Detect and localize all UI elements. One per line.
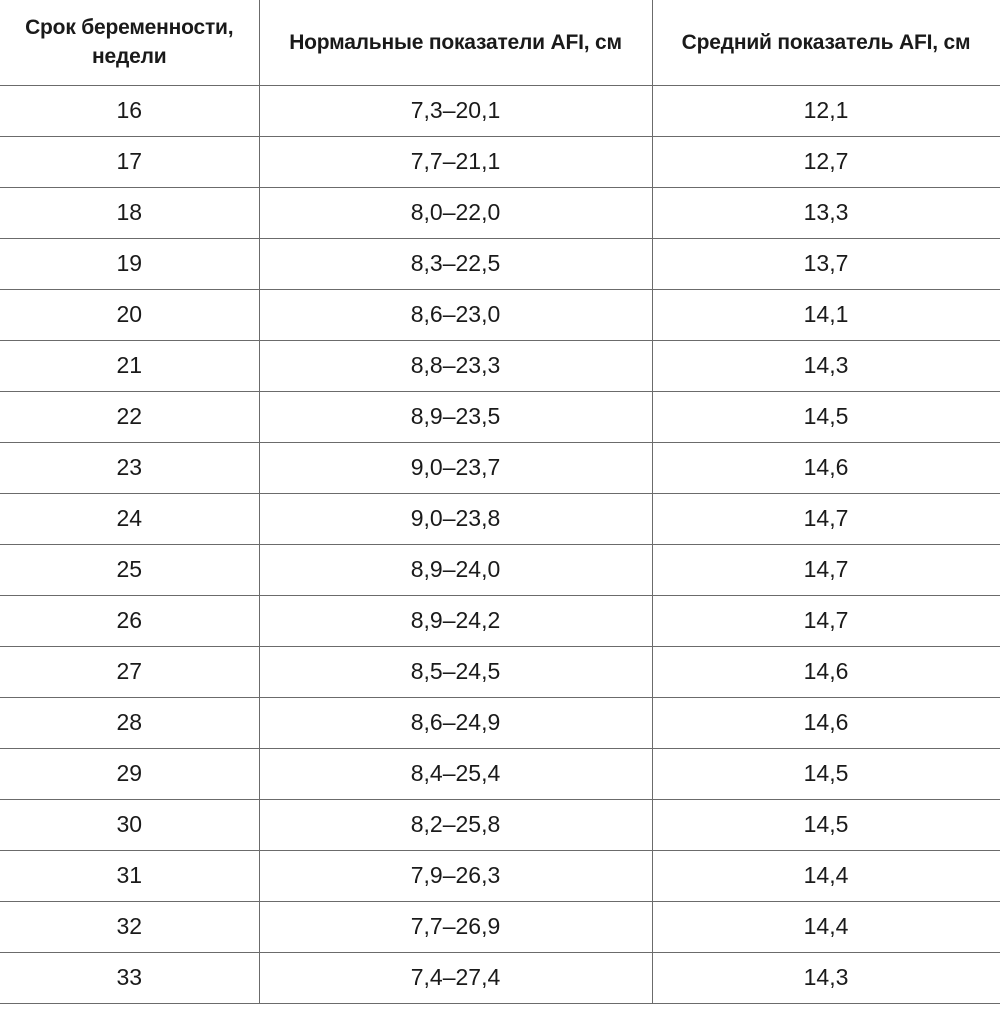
cell-normal-afi-range: 7,7–26,9: [259, 901, 652, 952]
table-row: [0, 952, 1000, 1003]
cell-mean-afi: 14,6: [652, 646, 1000, 697]
cell-mean-afi: 14,7: [652, 493, 1000, 544]
cell-mean-afi: 14,6: [652, 442, 1000, 493]
cell-gestational-age: 26: [0, 595, 259, 646]
table-body: [0, 85, 1000, 1003]
table-row: [0, 748, 1000, 799]
cell-gestational-age: 32: [0, 901, 259, 952]
cell-normal-afi-range: 8,9–24,0: [259, 544, 652, 595]
table-row: [0, 850, 1000, 901]
header-mean-afi: Средний показатель AFI, см: [652, 0, 1000, 85]
header-gestational-age: Срок беременности, недели: [0, 0, 259, 85]
cell-gestational-age: 25: [0, 544, 259, 595]
table-row: [0, 340, 1000, 391]
cell-normal-afi-range: 9,0–23,7: [259, 442, 652, 493]
cell-normal-afi-range: 8,5–24,5: [259, 646, 652, 697]
cell-mean-afi: 14,6: [652, 697, 1000, 748]
table-row: [0, 646, 1000, 697]
cell-gestational-age: 17: [0, 136, 259, 187]
table-row: [0, 136, 1000, 187]
cell-mean-afi: 14,4: [652, 901, 1000, 952]
table-row: [0, 238, 1000, 289]
cell-mean-afi: 13,3: [652, 187, 1000, 238]
cell-normal-afi-range: 7,4–27,4: [259, 952, 652, 1003]
cell-gestational-age: 22: [0, 391, 259, 442]
cell-gestational-age: 30: [0, 799, 259, 850]
cell-normal-afi-range: 8,6–24,9: [259, 697, 652, 748]
table-row: [0, 799, 1000, 850]
cell-gestational-age: 33: [0, 952, 259, 1003]
table-header-row: [0, 0, 1000, 85]
header-normal-afi-range: Нормальные показатели AFI, см: [259, 0, 652, 85]
cell-normal-afi-range: 7,7–21,1: [259, 136, 652, 187]
cell-normal-afi-range: 7,9–26,3: [259, 850, 652, 901]
cell-normal-afi-range: 8,8–23,3: [259, 340, 652, 391]
table-row: [0, 901, 1000, 952]
cell-gestational-age: 31: [0, 850, 259, 901]
cell-gestational-age: 20: [0, 289, 259, 340]
cell-normal-afi-range: 8,9–24,2: [259, 595, 652, 646]
cell-gestational-age: 29: [0, 748, 259, 799]
cell-gestational-age: 16: [0, 85, 259, 136]
cell-normal-afi-range: 8,3–22,5: [259, 238, 652, 289]
cell-mean-afi: 14,7: [652, 544, 1000, 595]
cell-mean-afi: 14,4: [652, 850, 1000, 901]
cell-gestational-age: 28: [0, 697, 259, 748]
table-row: [0, 544, 1000, 595]
table-row: [0, 289, 1000, 340]
cell-gestational-age: 18: [0, 187, 259, 238]
table-row: [0, 493, 1000, 544]
cell-mean-afi: 14,5: [652, 391, 1000, 442]
cell-mean-afi: 14,5: [652, 748, 1000, 799]
table-row: [0, 442, 1000, 493]
cell-normal-afi-range: 8,4–25,4: [259, 748, 652, 799]
cell-mean-afi: 12,1: [652, 85, 1000, 136]
table-row: [0, 595, 1000, 646]
cell-gestational-age: 24: [0, 493, 259, 544]
cell-mean-afi: 13,7: [652, 238, 1000, 289]
cell-mean-afi: 14,3: [652, 340, 1000, 391]
cell-normal-afi-range: 8,6–23,0: [259, 289, 652, 340]
table-row: [0, 391, 1000, 442]
cell-mean-afi: 14,1: [652, 289, 1000, 340]
cell-normal-afi-range: 8,2–25,8: [259, 799, 652, 850]
cell-gestational-age: 19: [0, 238, 259, 289]
table-row: [0, 85, 1000, 136]
cell-mean-afi: 12,7: [652, 136, 1000, 187]
cell-normal-afi-range: 9,0–23,8: [259, 493, 652, 544]
table-row: [0, 697, 1000, 748]
cell-normal-afi-range: 8,9–23,5: [259, 391, 652, 442]
cell-normal-afi-range: 8,0–22,0: [259, 187, 652, 238]
cell-gestational-age: 27: [0, 646, 259, 697]
cell-normal-afi-range: 7,3–20,1: [259, 85, 652, 136]
cell-gestational-age: 21: [0, 340, 259, 391]
cell-mean-afi: 14,7: [652, 595, 1000, 646]
cell-mean-afi: 14,3: [652, 952, 1000, 1003]
table-row: [0, 187, 1000, 238]
cell-mean-afi: 14,5: [652, 799, 1000, 850]
cell-gestational-age: 23: [0, 442, 259, 493]
